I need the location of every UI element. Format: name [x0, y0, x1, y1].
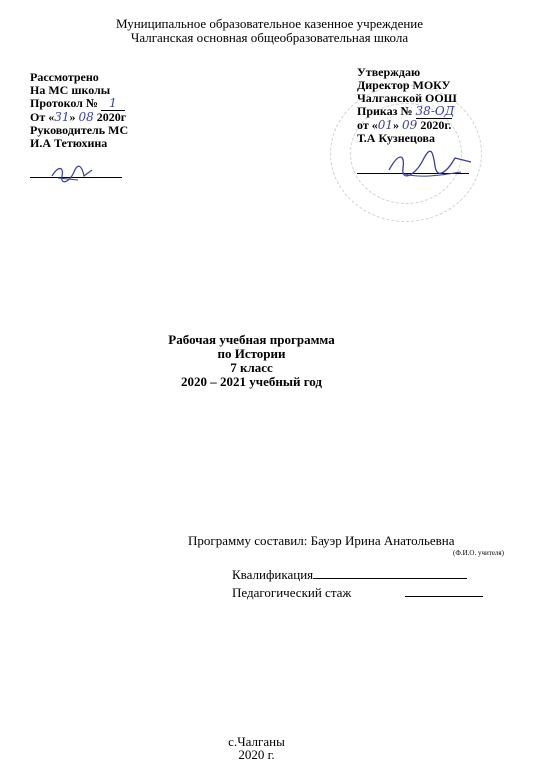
author-line: Программу составил: Бауэр Ирина Анатольевна: [188, 533, 455, 548]
reviewed-label: Рассмотрено: [30, 70, 99, 84]
protocol-month: 08: [78, 110, 94, 124]
school-type: Муниципальное образовательное казенное учреждение: [115, 16, 424, 31]
director-label: Директор МОКУ: [357, 78, 451, 92]
left-approval: [30, 71, 128, 150]
protocol-day: 31: [54, 110, 70, 124]
author-hint: (Ф.И.О. учителя): [453, 549, 504, 557]
school-name: Чалганская основная общеобразовательная школа: [130, 30, 409, 45]
order-date: от «01» 09 2020г.: [357, 118, 452, 132]
qualification-field: [313, 578, 467, 579]
ms-head-name: И.А Тетюхина: [30, 136, 108, 150]
director-name: Т.А Кузнецова: [357, 131, 436, 145]
title-subject: по Истории: [217, 346, 286, 361]
order-day: 01: [377, 118, 394, 132]
order-number: 38-ОД: [415, 104, 455, 118]
experience-line: Педагогический стаж: [232, 585, 483, 601]
ms-head-label: Руководитель МС: [30, 123, 129, 137]
school-short-name: Чалганской ООШ: [357, 91, 457, 105]
protocol-date: От «31» 08 2020г: [30, 110, 127, 124]
qualification-line: Квалификация: [232, 567, 467, 583]
protocol-line: Протокол № 1: [30, 97, 128, 111]
protocol-number: 1: [109, 96, 117, 110]
title-grade: 7 класс: [230, 360, 273, 375]
left-signature: [48, 162, 96, 186]
title-year: 2020 – 2021 учебный год: [180, 374, 322, 389]
footer-place: с.Чалганы: [228, 734, 285, 749]
order-line: Приказ № 38-ОД: [357, 104, 455, 118]
ms-label: На МС школы: [30, 83, 111, 97]
right-signature: [385, 146, 475, 186]
title-line1: Рабочая учебная программа: [168, 332, 335, 347]
approve-label: Утверждаю: [357, 65, 421, 79]
right-approval: [357, 66, 457, 145]
footer-year: 2020 г.: [238, 747, 275, 762]
document-title: [0, 333, 521, 389]
order-month: 09: [402, 118, 418, 132]
experience-field: [405, 596, 483, 597]
